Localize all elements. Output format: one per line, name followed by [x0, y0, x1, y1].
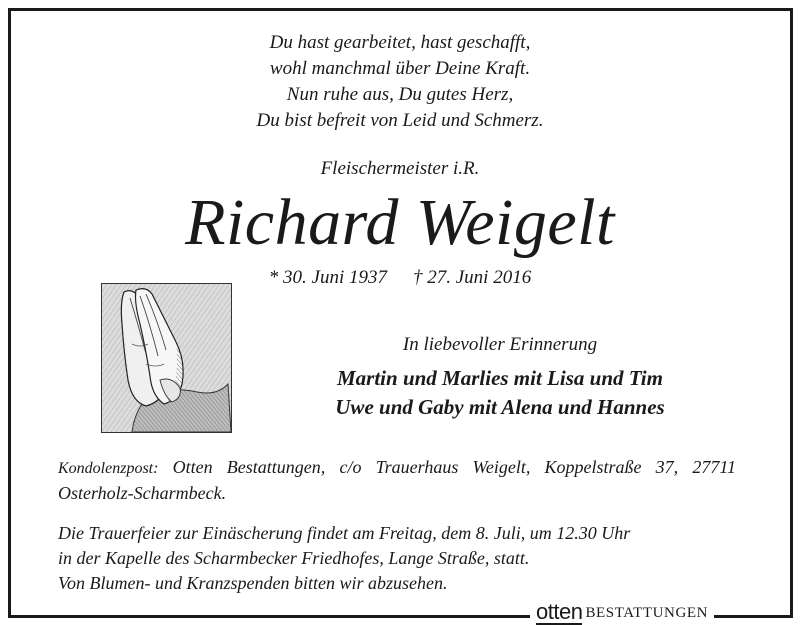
ceremony-line: Von Blumen- und Kranzspenden bitten wir abzusehen. [58, 573, 448, 593]
ceremony-line: in der Kapelle des Scharmbecker Friedhofes, Lange Straße, statt. [58, 548, 530, 568]
funeral-home-logo [530, 599, 714, 624]
family-line: Uwe und Gaby mit Alena und Hannes [335, 395, 665, 419]
condolence-text: Otten Bestattungen, c/o Trauerhaus Weigelt, Koppelstraße 37, 27711 Osterholz-Scharmbeck. [58, 457, 736, 503]
occupation: Fleischermeister i.R. [320, 158, 480, 179]
ceremony-info [58, 521, 758, 596]
poem-line: wohl manchmal über Deine Kraft. [269, 58, 531, 79]
ceremony-line: Die Trauerfeier zur Einäscherung findet am Freitag, dem 8. Juli, um 12.30 Uhr [58, 523, 631, 543]
praying-hands-drawing [102, 284, 231, 432]
poem-line: Du bist befreit von Leid und Schmerz. [256, 110, 544, 131]
death-date: † 27. Juni 2016 [413, 267, 532, 288]
family-names [240, 364, 760, 422]
logo-suffix: BESTATTUNGEN [585, 605, 709, 621]
logo-brand: otten [536, 599, 583, 624]
family-line: Martin und Marlies mit Lisa und Tim [337, 366, 663, 390]
condolence-label: Kondolenzpost: [58, 460, 159, 477]
praying-hands-icon [101, 283, 232, 433]
condolence-address [58, 455, 736, 506]
deceased-name: Richard Weigelt [185, 186, 615, 259]
remembrance-line: In liebevoller Erinnerung [402, 334, 598, 355]
poem-line: Nun ruhe aus, Du gutes Herz, [286, 84, 514, 105]
poem-line: Du hast gearbeitet, hast geschafft, [269, 32, 531, 53]
poem [0, 30, 800, 134]
birth-date: * 30. Juni 1937 [268, 267, 387, 288]
